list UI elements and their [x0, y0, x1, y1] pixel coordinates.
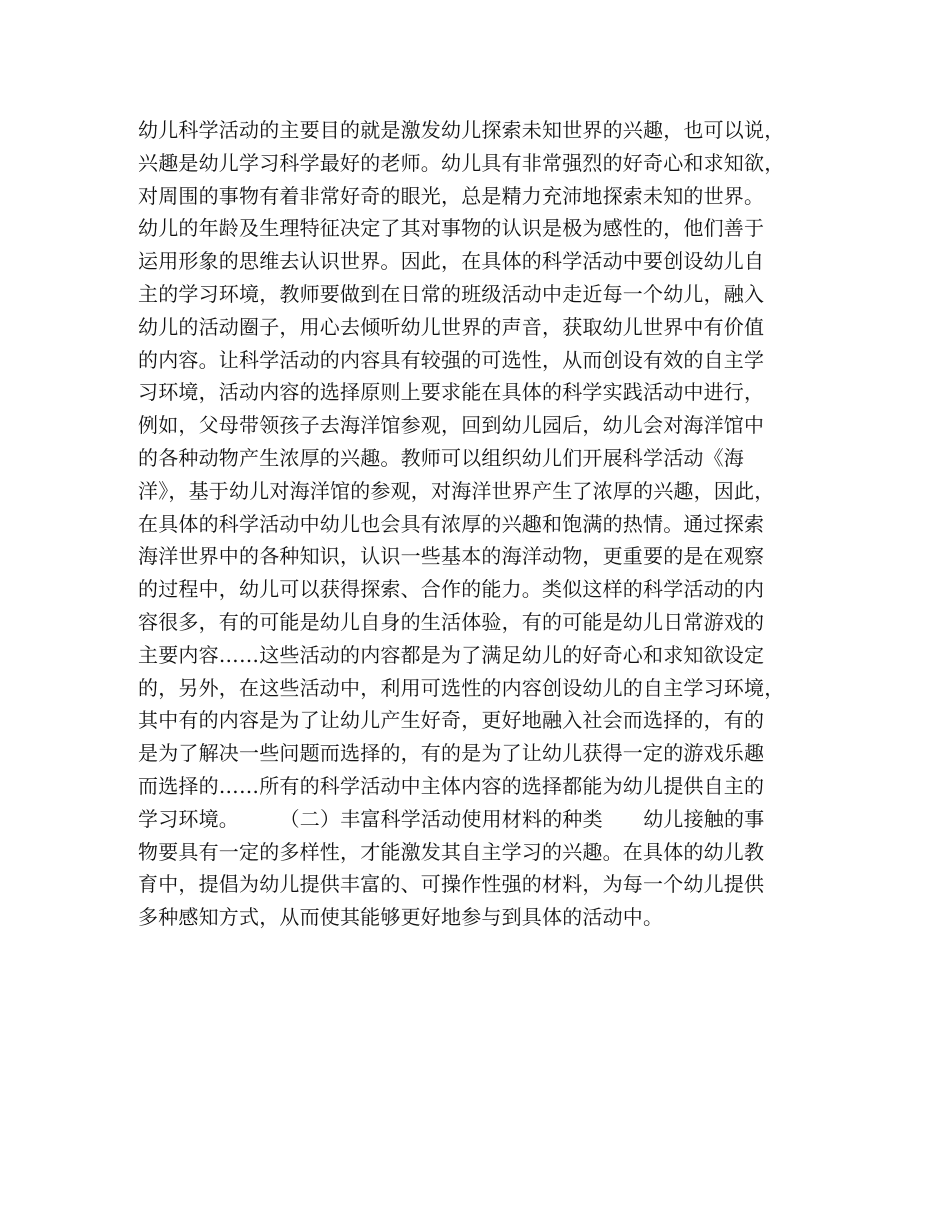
text-line: 多种感知方式，从而使其能够更好地参与到具体的活动中。	[138, 905, 664, 930]
text-line: 在具体的科学活动中幼儿也会具有浓厚的兴趣和饱满的热情。通过探索	[138, 511, 765, 536]
text-line: 幼儿的年龄及生理特征决定了其对事物的认识是极为感性的，他们善于	[138, 216, 765, 241]
text-line: 的内容。让科学活动的内容具有较强的可选性，从而创设有效的自主学	[138, 347, 765, 372]
text-line: 的各种动物产生浓厚的兴趣。教师可以组织幼儿们开展科学活动《海	[138, 445, 744, 470]
text-line: 主要内容……这些活动的内容都是为了满足幼儿的好奇心和求知欲设定	[138, 642, 765, 667]
text-line: 例如，父母带领孩子去海洋馆参观，回到幼儿园后，幼儿会对海洋馆中	[138, 413, 765, 438]
text-line: 的，另外，在这些活动中，利用可选性的内容创设幼儿的自主学习环境，	[138, 675, 785, 700]
text-line: 兴趣是幼儿学习科学最好的老师。幼儿具有非常强烈的好奇心和求知欲，	[138, 150, 785, 175]
text-line: 海洋世界中的各种知识，认识一些基本的海洋动物，更重要的是在观察	[138, 544, 765, 569]
text-line: 幼儿科学活动的主要目的就是激发幼儿探索未知世界的兴趣，也可以说，	[138, 118, 785, 142]
text-line: 而选择的……所有的科学活动中主体内容的选择都能为幼儿提供自主的	[138, 773, 765, 798]
text-line: 物要具有一定的多样性，才能激发其自主学习的兴趣。在具体的幼儿教	[138, 839, 765, 864]
text-line: 幼儿的活动圈子，用心去倾听幼儿世界的声音，获取幼儿世界中有价值	[138, 314, 765, 339]
text-line: 主的学习环境，教师要做到在日常的班级活动中走近每一个幼儿，融入	[138, 281, 765, 306]
text-line: 容很多，有的可能是幼儿自身的生活体验，有的可能是幼儿日常游戏的	[138, 609, 765, 634]
text-line: 是为了解决一些问题而选择的，有的是为了让幼儿获得一定的游戏乐趣	[138, 741, 765, 766]
text-line: 育中，提倡为幼儿提供丰富的、可操作性强的材料，为每一个幼儿提供	[138, 872, 765, 897]
section-heading-line: 学习环境。 （二）丰富科学活动使用材料的种类 幼儿接触的事	[138, 806, 765, 831]
text-line: 洋》，基于幼儿对海洋馆的参观，对海洋世界产生了浓厚的兴趣，因此，	[138, 478, 775, 503]
text-line: 习环境，活动内容的选择原则上要求能在具体的科学实践活动中进行，	[138, 380, 765, 405]
text-line: 其中有的内容是为了让幼儿产生好奇，更好地融入社会而选择的，有的	[138, 708, 765, 733]
text-line: 的过程中，幼儿可以获得探索、合作的能力。类似这样的科学活动的内	[138, 577, 765, 602]
text-line: 运用形象的思维去认识世界。因此，在具体的科学活动中要创设幼儿自	[138, 249, 765, 274]
body-text	[138, 114, 838, 934]
text-line: 对周围的事物有着非常好奇的眼光，总是精力充沛地探索未知的世界。	[138, 183, 765, 208]
